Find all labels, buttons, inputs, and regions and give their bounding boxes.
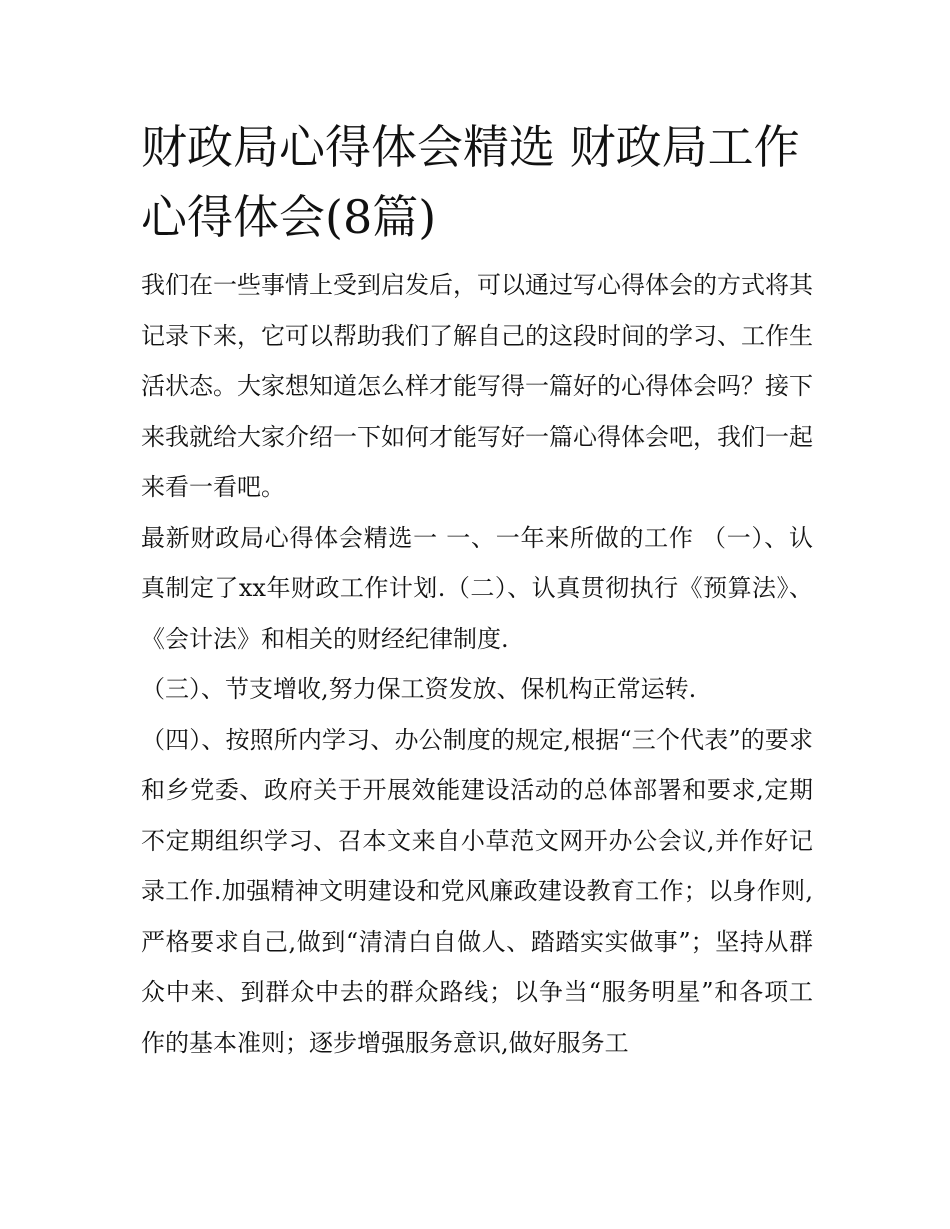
paragraph-item-three: （三）、节支增收,努力保工资发放、保机构正常运转. [141,675,697,703]
paragraph-intro: 我们在一些事情上受到启发后，可以通过写心得体会的方式将其记录下来，它可以帮助我们了解自己的这段时间的学习、工作生活状态。大家想知道怎么样才能写得一篇好的心得体会吗？接下来我就给大家介绍一下如何才能写好一篇心得体会吧，我们一起来看一看吧。 [141,271,813,501]
document-title: 财政局心得体会精选 财政局工作心得体会(8篇) [141,120,800,244]
document-content [141,112,813,1068]
paragraph-work-summary: 最新财政局心得体会精选一 一、一年来所做的工作 （一）、认真制定了xx年财政工作计划.（二）、认真贯彻执行《预算法》、《会计法》和相关的财经纪律制度. [141,523,813,653]
paragraph-item-four: （四）、按照所内学习、办公制度的规定,根据“三个代表”的要求和乡党委、政府关于开展效能建设活动的总体部署和要求,定期不定期组织学习、召本文来自小草范文网开办公会议,并作好记录工作.加强精神文明建设和党风廉政建设教育工作；以身作则,严格要求自己,做到“清清白自做人、踏踏实实做事”；坚持从群众中来、到群众中去的群众路线；以争当“服务明星”和各项工作的基本准则；逐步增强服务意识,做好服务工 [141,725,813,1057]
